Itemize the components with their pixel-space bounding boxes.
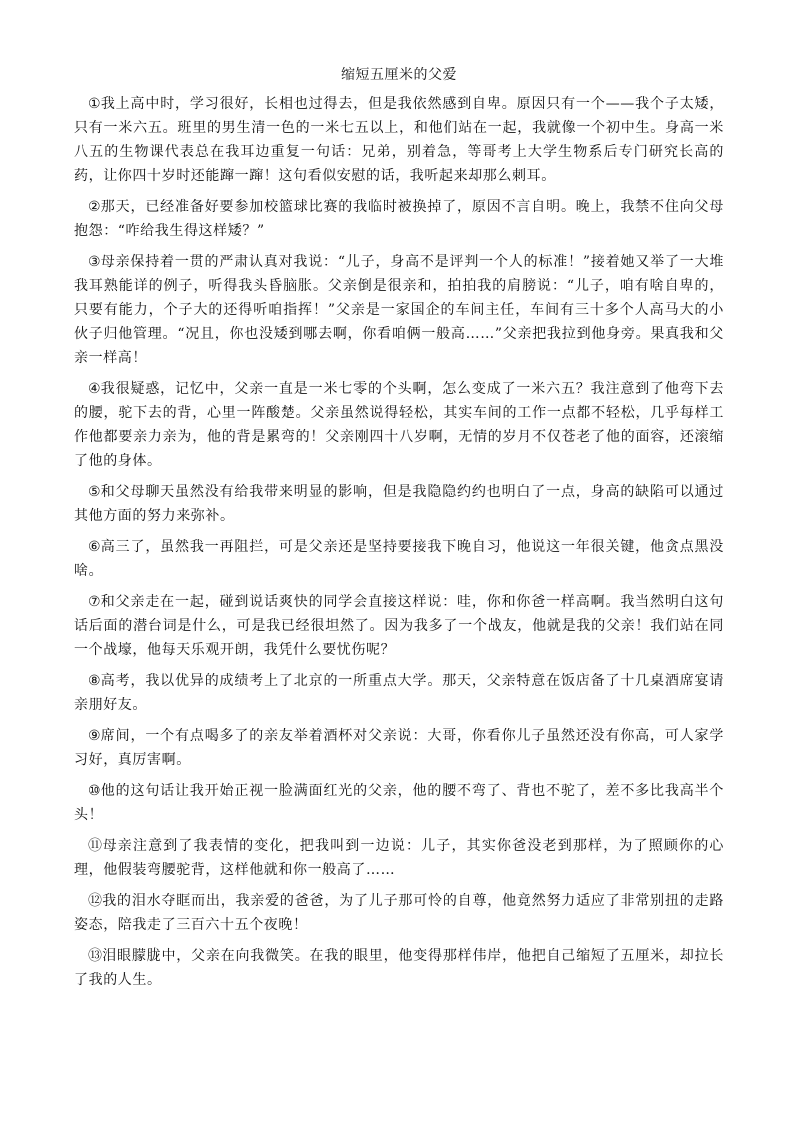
paragraph-13 [74,944,724,992]
document-page [74,62,724,999]
paragraph-text: 他的这句话让我开始正视一脸满面红光的父亲，他的腰不弯了、背也不驼了，差不多比我高半个头！ [74,783,724,823]
paragraph-text: 那天，已经准备好要参加校篮球比赛的我临时被换掉了，原因不言自明。晚上，我禁不住向父母抱怨：“咋给我生得这样矮？” [74,199,724,239]
document-title: 缩短五厘米的父爱 [341,67,457,83]
paragraph-text: 泪眼朦胧中，父亲在向我微笑。在我的眼里，他变得那样伟岸，他把自己缩短了五厘米，却拉长了我的人生。 [74,948,725,988]
paragraph-text: 我的泪水夺眶而出，我亲爱的爸爸，为了儿子那可怜的自尊，他竟然努力适应了非常别扭的走路姿态，陪我走了三百六十五个夜晚！ [74,893,725,933]
paragraph-number: ⑩ [88,783,101,799]
paragraph-6 [74,535,724,583]
paragraph-7 [74,590,724,662]
paragraph-number: ⑨ [88,728,101,744]
paragraph-10 [74,779,724,827]
paragraph-8 [74,669,724,717]
paragraph-2 [74,195,724,243]
paragraph-text: 和父亲走在一起，碰到说话爽快的同学会直接这样说：哇，你和你爸一样高啊。我当然明白这句话后面的潜台词是什么，可是我已经很坦然了。因为我多了一个战友，他就是我的父亲！我们站在同一个战壕，他每天乐观开朗，我凭什么要忧伤呢？ [74,594,724,658]
paragraph-5 [74,480,724,528]
paragraph-number: ⑥ [88,539,101,555]
paragraph-number: ④ [88,381,101,397]
paragraph-text: 高考，我以优异的成绩考上了北京的一所重点大学。那天，父亲特意在饭店备了十几桌酒席宴请亲朋好友。 [74,673,724,713]
paragraph-number: ⑧ [88,673,101,689]
paragraph-number: ③ [88,254,101,270]
paragraph-text: 母亲保持着一贯的严肃认真对我说：“儿子，身高不是评判一个人的标准！”接着她又举了一大堆我耳熟能详的例子，听得我头昏脑胀。父亲倒是很亲和，拍拍我的肩膀说：“儿子，咱有啥自卑的，只要有能力，个子大的还得听咱指挥！”父亲是一家国企的车间主任，车间有三十多个人高马大的小伙子归他管理。“况且，你也没矮到哪去啊，你看咱俩一般高……”父亲把我拉到他身旁。果真我和父亲一样高！ [74,254,724,366]
paragraph-3 [74,250,724,370]
paragraph-text: 席间，一个有点喝多了的亲友举着酒杯对父亲说：大哥，你看你儿子虽然还没有你高，可人家学习好，真厉害啊。 [74,728,724,768]
paragraph-12 [74,889,724,937]
paragraph-9 [74,724,724,772]
paragraph-4 [74,377,724,473]
paragraph-number: ⑪ [88,838,103,854]
paragraph-text: 母亲注意到了我表情的变化，把我叫到一边说：儿子，其实你爸没老到那样，为了照顾你的心理，他假装弯腰驼背，这样他就和你一般高了…… [74,838,724,878]
paragraph-11 [74,834,724,882]
paragraph-text: 我很疑惑，记忆中，父亲一直是一米七零的个头啊，怎么变成了一米六五？我注意到了他弯下去的腰，驼下去的背，心里一阵酸楚。父亲虽然说得轻松，其实车间的工作一点都不轻松，几乎每样工作他都要亲力亲为，他的背是累弯的！父亲刚四十八岁啊，无情的岁月不仅苍老了他的面容，还滚缩了他的身体。 [74,381,724,469]
paragraph-number: ⑦ [88,594,101,610]
paragraph-number: ① [88,96,101,112]
paragraph-1 [74,92,724,188]
paragraph-number: ⑬ [88,948,103,964]
paragraph-number: ② [88,199,101,215]
paragraph-text: 高三了，虽然我一再阻拦，可是父亲还是坚持要接我下晚自习，他说这一年很关键，他贪点黑没啥。 [74,539,724,579]
paragraph-number: ⑤ [88,484,101,500]
paragraph-text: 我上高中时，学习很好，长相也过得去，但是我依然感到自卑。原因只有一个——我个子太矮，只有一米六五。班里的男生清一色的一米七五以上，和他们站在一起，我就像一个初中生。身高一米八五的生物课代表总在我耳边重复一句话：兄弟，别着急，等哥考上大学生物系后专门研究长高的药，让你四十岁时还能蹿一蹿！这句看似安慰的话，我听起来却那么刺耳。 [74,96,724,184]
paragraph-text: 和父母聊天虽然没有给我带来明显的影响，但是我隐隐约约也明白了一点，身高的缺陷可以通过其他方面的努力来弥补。 [74,484,724,524]
paragraph-number: ⑫ [88,893,103,909]
